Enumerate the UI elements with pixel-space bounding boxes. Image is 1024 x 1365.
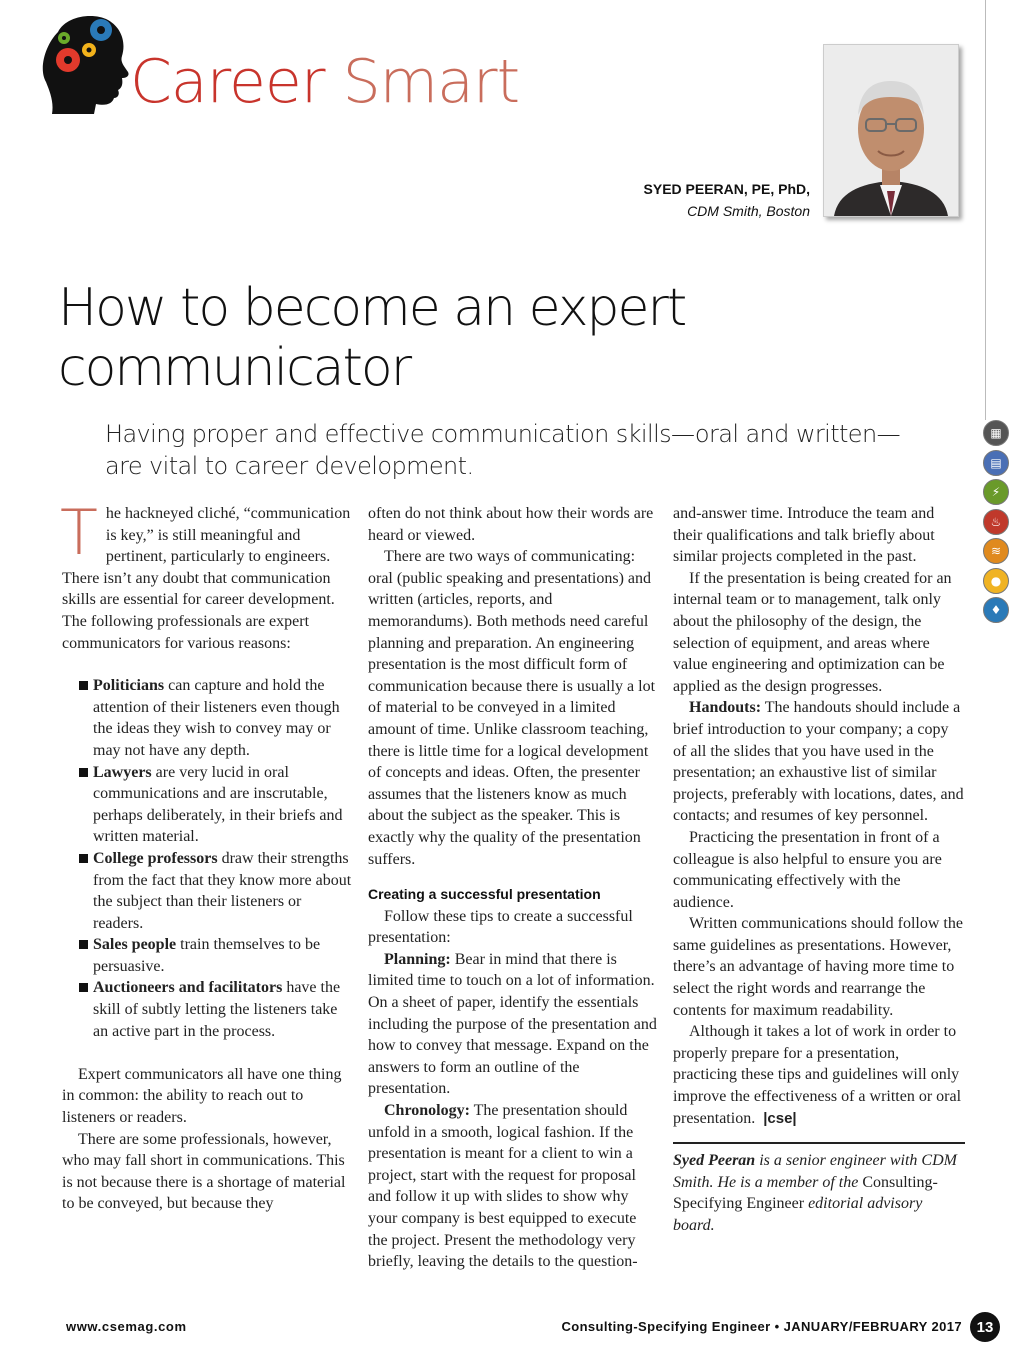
list-item: [62, 977, 352, 1042]
author-affiliation: CDM Smith, Boston: [687, 203, 810, 219]
body-column-2: [368, 503, 658, 1273]
section-brand: [130, 47, 520, 117]
headline-line: communicator: [58, 338, 411, 398]
body-paragraph: Follow these tips to create a successful presentation:: [368, 907, 633, 947]
list-item-term: Auctioneers and facilitators: [93, 979, 283, 997]
bio-divider: [673, 1142, 965, 1144]
building-icon: ▤: [983, 450, 1009, 476]
brand-word-career: Career: [130, 47, 325, 117]
end-mark: |cse|: [763, 1109, 797, 1127]
fire-icon: ♨: [983, 509, 1009, 535]
lightning-icon: ⚡: [983, 479, 1009, 505]
run-in-term: Planning:: [384, 950, 451, 968]
list-item: [62, 934, 352, 977]
brand-word-smart: Smart: [342, 47, 520, 117]
list-item-text: are very lucid in oral communications and are inscrutable, perhaps deliberately, in their briefs and written material.: [93, 763, 343, 846]
list-item-term: College professors: [93, 849, 218, 867]
intro-paragraph: [60, 496, 352, 654]
page-number: 13: [970, 1312, 1000, 1342]
bio-name: Syed Peeran: [673, 1152, 756, 1170]
list-item: [62, 762, 352, 848]
lightbulb-icon: ●: [983, 568, 1009, 594]
run-in-text: The presentation should unfold in a smooth, logical fashion. If the presentation is meant for a client to win a project, start with the request for proposal and follow it up with slides to show why your company is best equipped to execute the project. Present the methodology very briefly, leaving the details to the question-: [368, 1102, 638, 1271]
subhead-line: are vital to career development.: [105, 452, 474, 480]
list-item-term: Politicians: [93, 677, 165, 695]
bio-text: is a senior engineer with CDM Smith. He is a member of the: [673, 1152, 957, 1191]
topic-icon-strip: [983, 420, 1011, 627]
run-in-term: Chronology:: [384, 1102, 470, 1120]
closing-text: Although it takes a lot of work in order to properly prepare for a presentation, practicing these tips and guidelines will only improve the effectiveness of a written or oral presentation.: [673, 1023, 962, 1127]
body-paragraph: Practicing the presentation in front of a colleague is also helpful to ensure you are communicating effectively with the audience.: [673, 828, 942, 911]
list-item-term: Sales people: [93, 936, 177, 954]
footer-website: www.csemag.com: [66, 1319, 187, 1334]
bio-publication: Consulting-Specifying Engineer: [673, 1173, 938, 1213]
article-subhead: [105, 418, 955, 482]
drop-cap: T: [60, 496, 98, 569]
body-paragraph: Expert communicators all have one thing in common: the ability to reach out to listeners or readers.: [62, 1065, 342, 1127]
heat-icon: ≋: [983, 538, 1009, 564]
subhead-line: Having proper and effective communication skills—oral and written—: [105, 420, 900, 448]
body-paragraph: There are some professionals, however, who may fall short in communications. This is not because there is a shortage of material to be conveyed, but because they: [62, 1130, 346, 1213]
water-drop-icon: ♦: [983, 597, 1009, 623]
body-paragraph: [673, 697, 965, 827]
calculator-icon: ▦: [983, 420, 1009, 446]
author-portrait: [823, 44, 959, 217]
article-headline: [58, 278, 918, 398]
body-paragraph: [368, 949, 658, 1100]
headline-line: How to become an expert: [58, 278, 686, 338]
list-item: [62, 675, 352, 761]
body-paragraph: [368, 1100, 658, 1273]
professionals-list: [62, 675, 352, 1042]
intro-text: he hackneyed cliché, “communication is key,” is still meaningful and pertinent, particularly to engineers. There isn’t any doubt that communication skills are essential for career development. The following professionals are expert communicators for various reasons:: [62, 505, 351, 652]
section-heading: Creating a successful presentation: [368, 886, 601, 903]
run-in-text: Bear in mind that there is limited time to touch on a lot of information. On a sheet of paper, identify the essentials including the purpose of the presentation and how to convey that message. Expand on the answers to form an outline of the presentation.: [368, 950, 657, 1098]
list-item-text: train themselves to be persuasive.: [93, 936, 321, 975]
bio-text: editorial advisory board.: [673, 1195, 923, 1234]
body-column-1: [60, 496, 352, 1215]
body-paragraph: and-answer time. Introduce the team and their qualifications and talk briefly about similar projects completed in the past.: [673, 505, 935, 566]
head-with-gears-icon: [38, 10, 133, 114]
run-in-term: Handouts:: [689, 699, 762, 717]
margin-rule: [985, 0, 986, 420]
list-item-text: can capture and hold the attention of their listeners even though the ideas they wish to convey may or may not have any depth.: [93, 677, 340, 759]
body-paragraph: If the presentation is being created for an internal team or to management, talk only about the philosophy of the design, the selection of equipment, and areas where value engineering and optimization can be applied as the design progresses.: [673, 569, 952, 695]
body-paragraph: There are two ways of communicating: oral (public speaking and presentations) and written (articles, reports, and memorandums). Both methods need careful planning and preparation. An engineering presentation is the most difficult form of communication because there is usually a lot of material to be conveyed in a limited amount of time. Unlike classroom teaching, there is little time for a logical development of concepts and ideas. Often, the presenter assumes that the listeners know as much about the subject as the speaker. This is exactly why the quality of the presentation suffers.: [368, 548, 656, 868]
body-paragraph: Written communications should follow the same guidelines as presentations. However, there’s an advantage of having more time to select the right words and rearrange the contents for maximum readability.: [673, 915, 963, 1019]
body-column-3: [673, 503, 965, 1237]
body-paragraph: often do not think about how their words are heard or viewed.: [368, 505, 654, 544]
run-in-text: The handouts should include a brief introduction to your company; a copy of all the slides that you have used in the presentation; an exhaustive list of similar projects, preferably with locations, dates, and contacts; and resumes of key personnel.: [673, 699, 964, 825]
author-bio: [673, 1150, 965, 1236]
list-item-text: draw their strengths from the fact that they know more about the subject than their listeners or readers.: [93, 849, 352, 932]
list-item-text: have the skill of subtly letting the listeners take an active part in the process.: [93, 979, 341, 1040]
author-name: SYED PEERAN, PE, PhD,: [643, 181, 810, 197]
body-paragraph: [673, 1021, 965, 1129]
list-item-term: Lawyers: [93, 763, 152, 781]
footer-publication: Consulting-Specifying Engineer • JANUARY/FEBRUARY 2017: [561, 1319, 962, 1334]
list-item: [62, 848, 352, 934]
